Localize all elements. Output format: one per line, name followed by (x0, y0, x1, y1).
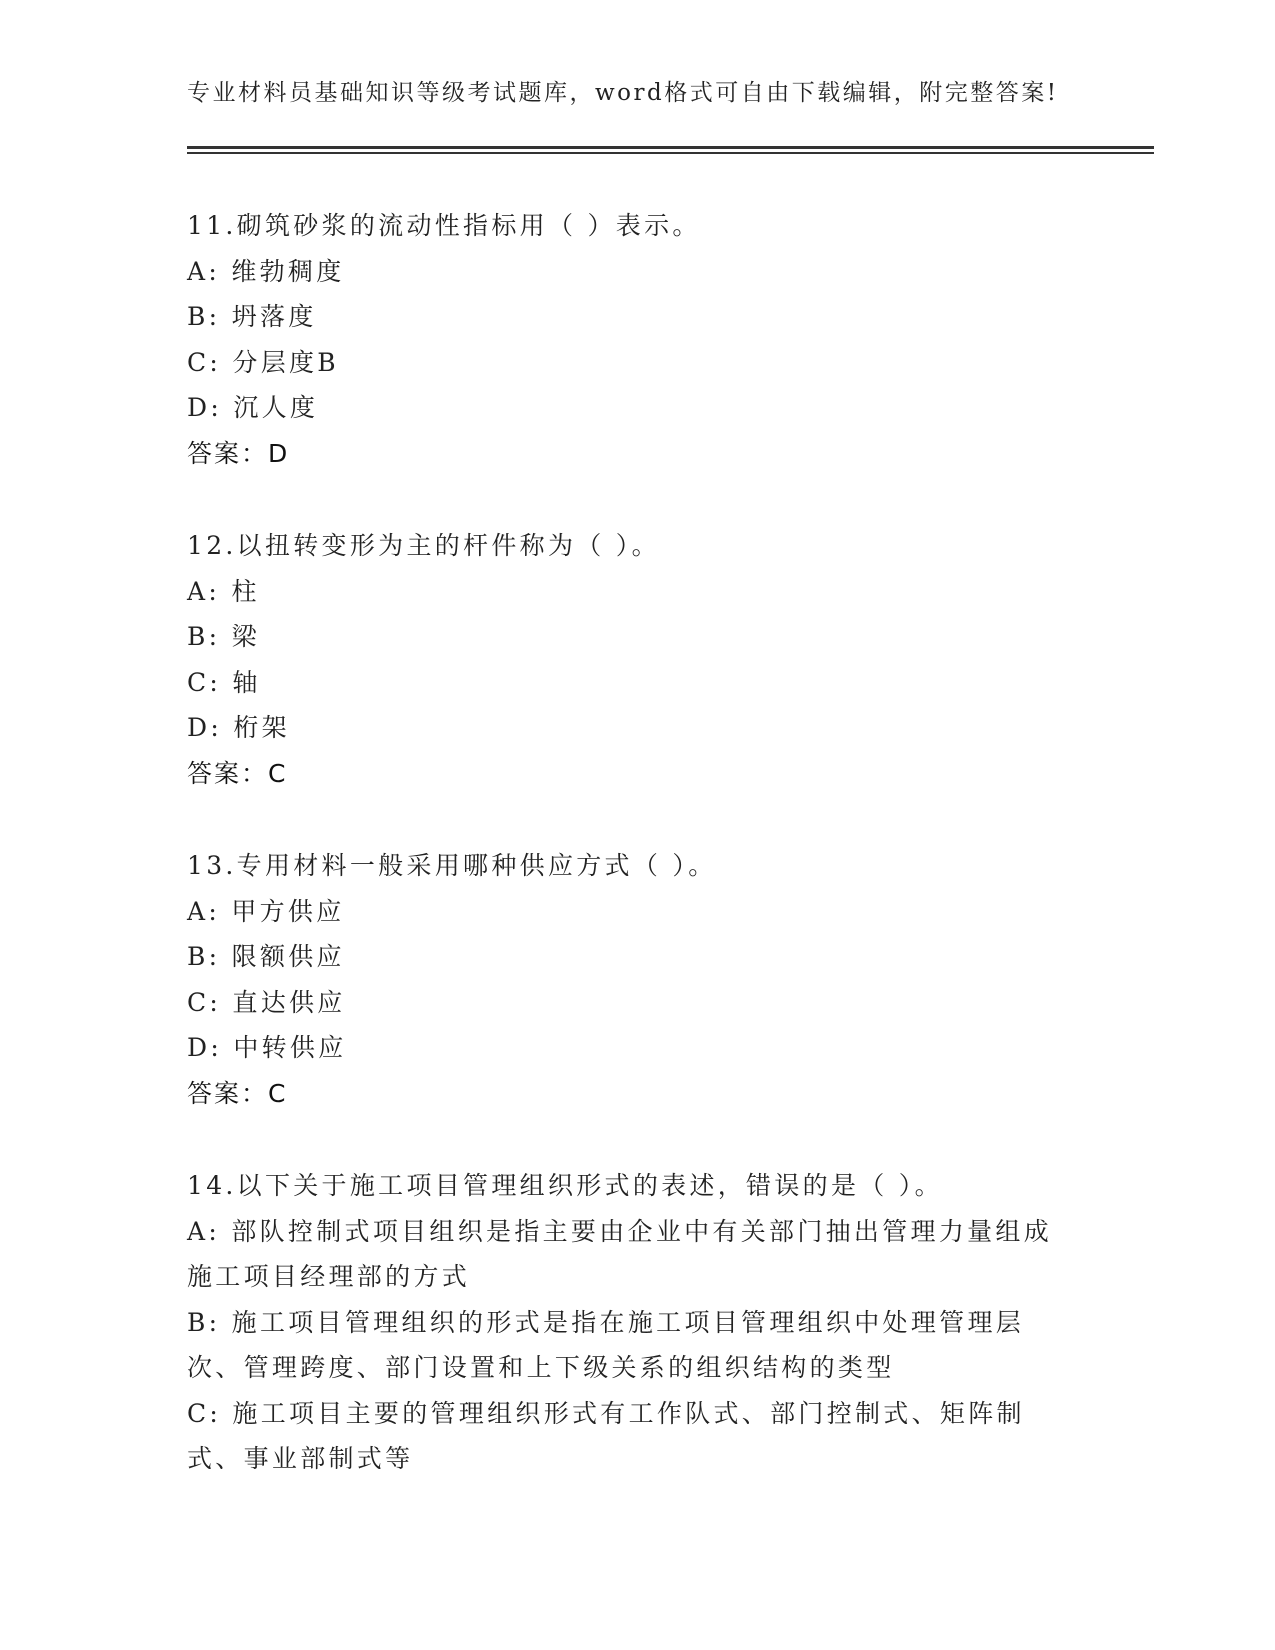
option-b: B: 坍落度 (187, 302, 317, 331)
question-12 (187, 523, 1097, 796)
question-stem: 14.以下关于施工项目管理组织形式的表述，错误的是（ ）。 (187, 1171, 943, 1200)
option-a: A: 柱 (187, 576, 260, 606)
question-stem: 11.砌筑砂浆的流动性指标用（ ）表示。 (187, 211, 701, 240)
option-c: C: 施工项目主要的管理组织形式有工作队式、部门控制式、矩阵制式、事业部制式等 (187, 1398, 1025, 1473)
question-11 (187, 203, 1097, 476)
answer: 答案：D (187, 438, 290, 468)
option-b: B: 限额供应 (187, 942, 345, 971)
option-c: C: 轴 (187, 667, 261, 697)
question-stem: 12.以扭转变形为主的杆件称为（ ）。 (187, 531, 660, 560)
question-14 (187, 1163, 1097, 1482)
answer: 答案：C (187, 758, 288, 788)
page-header: 专业材料员基础知识等级考试题库，word格式可自由下载编辑，附完整答案! (187, 80, 1059, 106)
option-d: D: 中转供应 (187, 1033, 347, 1062)
option-b: B: 施工项目管理组织的形式是指在施工项目管理组织中处理管理层次、管理跨度、部门设置和上下级关系的组织结构的类型 (187, 1307, 1025, 1382)
option-a: A: 部队控制式项目组织是指主要由企业中有关部门抽出管理力量组成施工项目经理部的方式 (187, 1216, 1053, 1291)
question-list (187, 203, 1097, 1529)
option-c: C: 分层度B (187, 347, 339, 377)
header-divider-thin (187, 152, 1154, 154)
option-d: D: 沉人度 (187, 393, 319, 422)
question-stem: 13.专用材料一般采用哪种供应方式（ ）。 (187, 851, 717, 880)
answer: 答案：C (187, 1078, 288, 1108)
option-b: B: 梁 (187, 622, 260, 651)
option-d: D: 桁架 (187, 713, 290, 742)
option-c: C: 直达供应 (187, 987, 346, 1017)
option-a: A: 甲方供应 (187, 896, 345, 926)
option-a: A: 维勃稠度 (187, 256, 345, 286)
question-13 (187, 843, 1097, 1116)
header-divider (187, 146, 1154, 149)
